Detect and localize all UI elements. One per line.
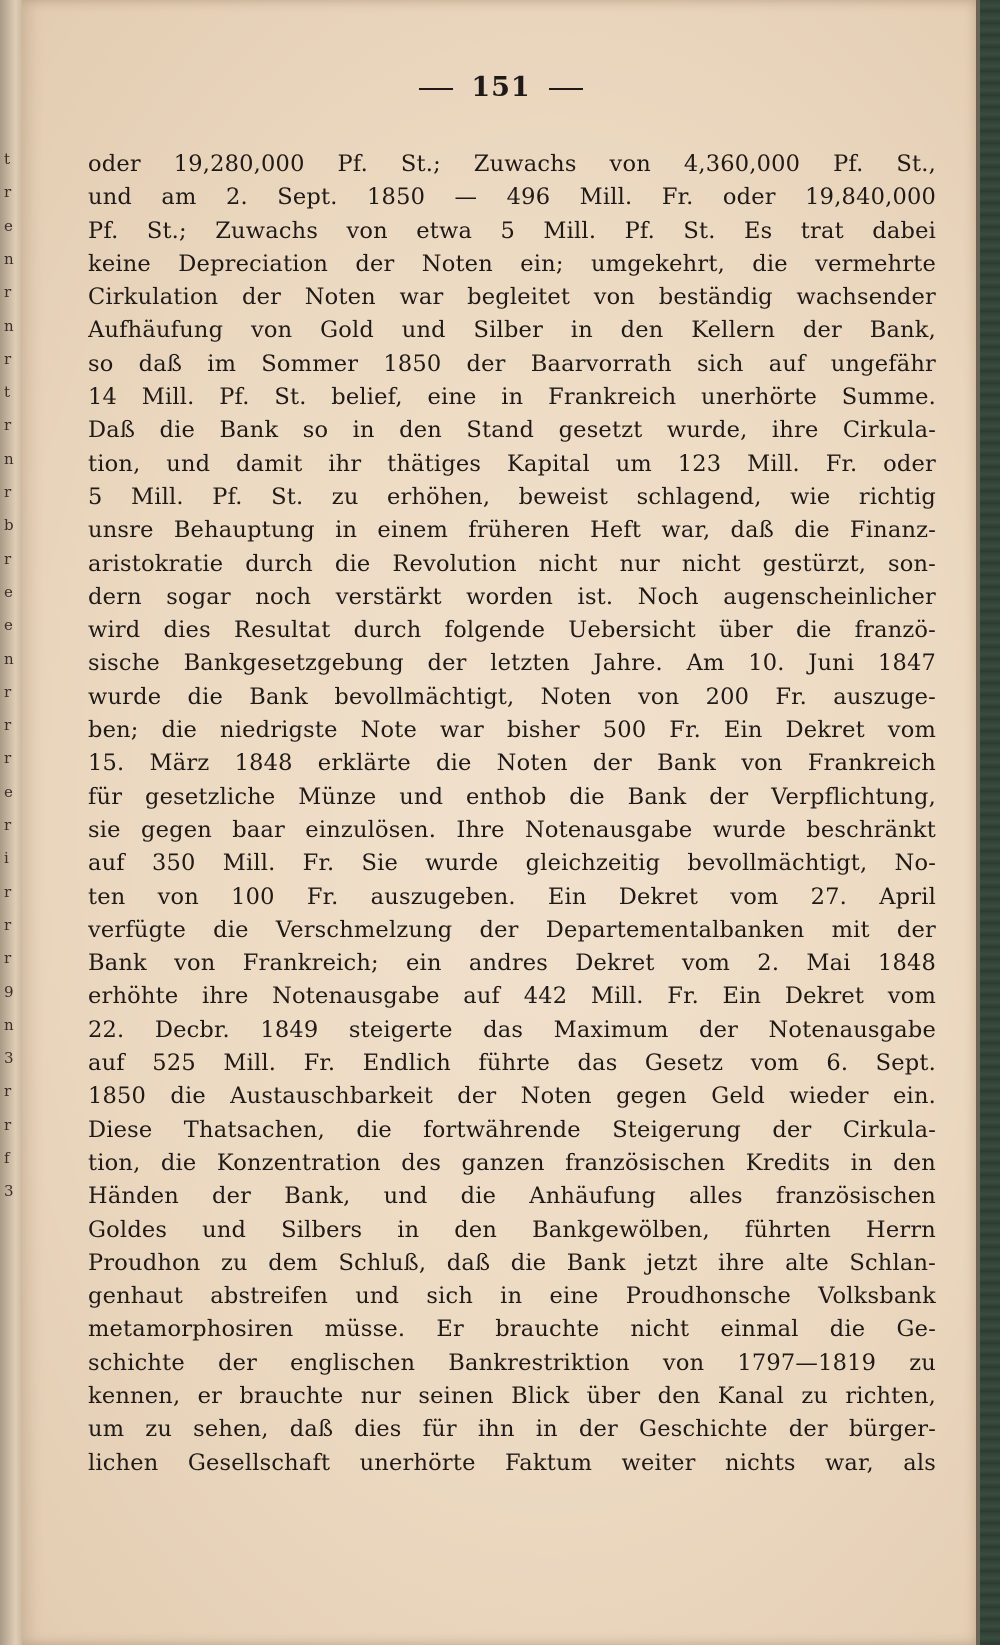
facing-page-glyph: r [4, 716, 12, 735]
facing-page-glyph: r [4, 816, 12, 834]
text-line: unsre Behauptung in einem früheren Heft war, daß die Finanz- [88, 517, 936, 544]
text-line: Aufhäufung von Gold und Silber in den Kellern der Bank, [88, 317, 936, 344]
text-line: kennen, er brauchte nur seinen Blick über den Kanal zu richten, [88, 1382, 936, 1409]
page-header [22, 72, 980, 103]
text-line: tion, und damit ihr thätiges Kapital um 123 Mill. Fr. oder [88, 450, 936, 477]
facing-page-glyph: r [4, 915, 12, 934]
text-line: tion, die Konzentration des ganzen französischen Kredits in den [88, 1149, 936, 1176]
facing-page-glyph: n [4, 249, 14, 268]
facing-page-glyph: i [4, 849, 9, 868]
facing-page-glyph: r [4, 349, 12, 368]
text-line: verfügte die Verschmelzung der Departementalbanken mit der [88, 916, 936, 943]
text-line: 15. März 1848 erklärte die Noten der Bank von Frankreich [88, 750, 936, 777]
text-line: genhaut abstreifen und sich in eine Proudhonsche Volksbank [88, 1283, 936, 1310]
page-number: 151 [471, 72, 531, 103]
text-line: sie gegen baar einzulösen. Ihre Notenausgabe wurde beschränkt [88, 816, 936, 843]
facing-page-glyph: e [4, 782, 13, 801]
facing-page-glyph: e [4, 216, 13, 235]
facing-page-glyph: n [4, 649, 14, 668]
facing-page-glyph: r [4, 483, 12, 501]
facing-page-glyph: r [4, 1115, 12, 1134]
text-line: 14 Mill. Pf. St. belief, eine in Frankreich unerhörte Summe. [88, 384, 936, 411]
text-line: aristokratie durch die Revolution nicht nur nicht gestürzt, son- [88, 550, 936, 577]
text-line: für gesetzliche Münze und enthob die Bank der Verpflichtung, [88, 783, 936, 810]
text-line: ben; die niedrigste Note war bisher 500 Fr. Ein Dekret vom [88, 717, 936, 744]
facing-page-glyph: r [4, 283, 12, 302]
text-line: auf 525 Mill. Fr. Endlich führte das Gesetz vom 6. Sept. [88, 1050, 936, 1077]
facing-page-glyph: t [4, 383, 11, 402]
text-line: keine Depreciation der Noten ein; umgekehrt, die vermehrte [88, 250, 936, 277]
text-line: Daß die Bank so in den Stand gesetzt wurde, ihre Cirkula- [88, 417, 936, 444]
facing-page-glyph: r [4, 416, 12, 435]
facing-page-glyph: t [4, 150, 11, 168]
text-line: dern sogar noch verstärkt worden ist. Noch augenscheinlicher [88, 583, 936, 610]
text-line: Pf. St.; Zuwachs von etwa 5 Mill. Pf. St. Es trat dabei [88, 217, 936, 244]
book-page [22, 0, 980, 1645]
text-line: wurde die Bank bevollmächtigt, Noten von 200 Fr. auszuge- [88, 683, 936, 710]
facing-page-glyph: r [4, 682, 12, 701]
text-line: schichte der englischen Bankrestriktion von 1797—1819 zu [88, 1349, 936, 1376]
text-line: erhöhte ihre Notenausgabe auf 442 Mill. Fr. Ein Dekret vom [88, 983, 936, 1010]
facing-page-glyph: r [4, 549, 12, 568]
text-line: 1850 die Austauschbarkeit der Noten gegen Geld wieder ein. [88, 1083, 936, 1110]
facing-page-glyph: b [4, 516, 14, 535]
facing-page-glyph: r [4, 949, 12, 968]
text-line: lichen Gesellschaft unerhörte Faktum weiter nichts war, als [88, 1449, 936, 1476]
text-line: oder 19,280,000 Pf. St.; Zuwachs von 4,360,000 Pf. St., [88, 151, 936, 177]
facing-page-glyph: 3 [4, 1182, 14, 1201]
text-line: Proudhon zu dem Schluß, daß die Bank jetzt ihre alte Schlan- [88, 1249, 936, 1276]
text-line: so daß im Sommer 1850 der Baarvorrath sich auf ungefähr [88, 350, 936, 377]
facing-page-glyph: f [4, 1149, 10, 1167]
facing-page-glyph: r [4, 882, 12, 901]
header-dash-left [419, 88, 453, 90]
text-line: Diese Thatsachen, die fortwährende Steigerung der Cirkula- [88, 1116, 936, 1143]
facing-page-glyph: n [4, 1015, 14, 1034]
text-line: Goldes und Silbers in den Bankgewölben, führten Herrn [88, 1216, 936, 1243]
facing-page-glyph: 3 [4, 1049, 14, 1068]
facing-page-glyph: r [4, 183, 12, 202]
text-line: um zu sehen, daß dies für ihn in der Geschichte der bürger- [88, 1416, 936, 1443]
facing-page-glyph: n [4, 449, 14, 468]
facing-page-glyph: n [4, 316, 14, 335]
text-line: 5 Mill. Pf. St. zu erhöhen, beweist schlagend, wie richtig [88, 483, 936, 510]
text-line: metamorphosiren müsse. Er brauchte nicht einmal die Ge- [88, 1316, 936, 1343]
book-cover-edge [980, 0, 1000, 1645]
facing-page-edge [0, 0, 22, 1645]
text-line: sische Bankgesetzgebung der letzten Jahre. Am 10. Juni 1847 [88, 650, 936, 677]
facing-page-glyph: 9 [4, 982, 14, 1001]
facing-page-glyph: r [4, 749, 12, 768]
page-body-text [88, 148, 936, 1480]
text-line: Cirkulation der Noten war begleitet von beständig wachsender [88, 284, 936, 311]
text-line: 22. Decbr. 1849 steigerte das Maximum der Notenausgabe [88, 1016, 936, 1043]
text-line: auf 350 Mill. Fr. Sie wurde gleichzeitig bevollmächtigt, No- [88, 850, 936, 877]
facing-page-glyph: e [4, 582, 13, 601]
text-line: Bank von Frankreich; ein andres Dekret vom 2. Mai 1848 [88, 950, 936, 977]
facing-page-glyph: e [4, 616, 13, 635]
text-line: und am 2. Sept. 1850 — 496 Mill. Fr. oder 19,840,000 [88, 184, 936, 211]
header-dash-right [549, 88, 583, 90]
text-line: Händen der Bank, und die Anhäufung alles französischen [88, 1183, 936, 1210]
text-line: wird dies Resultat durch folgende Uebersicht über die franzö- [88, 617, 936, 644]
facing-page-glyph: r [4, 1082, 12, 1101]
text-line: ten von 100 Fr. auszugeben. Ein Dekret vom 27. April [88, 883, 936, 910]
